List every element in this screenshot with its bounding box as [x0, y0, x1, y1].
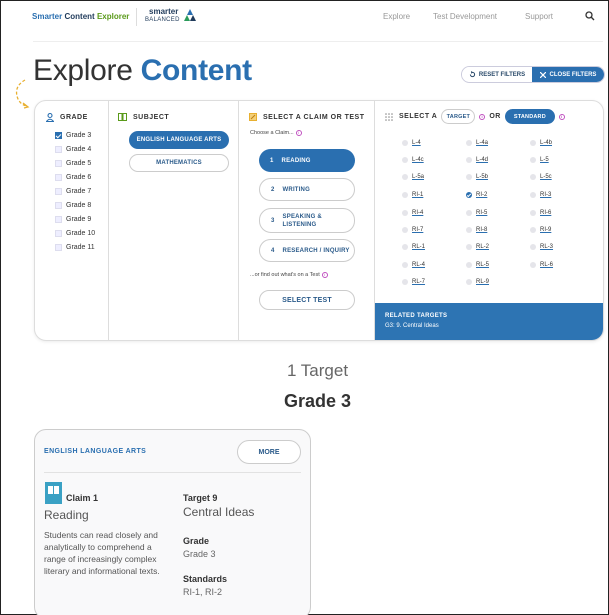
- select-test-button[interactable]: SELECT TEST: [259, 290, 355, 310]
- standard-radio[interactable]: RI-2: [466, 192, 487, 198]
- checkbox[interactable]: [55, 174, 62, 181]
- card-divider: [44, 472, 301, 473]
- standard-radio[interactable]: RL-1: [402, 244, 425, 250]
- standard-radio[interactable]: RI-7: [402, 227, 423, 233]
- grade-checkbox[interactable]: Grade 4: [55, 146, 91, 153]
- claim-writing-button[interactable]: 2 WRITING: [259, 178, 355, 201]
- checkbox[interactable]: [55, 244, 62, 251]
- checkbox[interactable]: [55, 202, 62, 209]
- more-button[interactable]: MORE: [237, 440, 301, 464]
- standard-radio[interactable]: RL-7: [402, 279, 425, 285]
- info-icon[interactable]: i: [479, 114, 485, 120]
- standard-radio[interactable]: RI-4: [402, 210, 423, 216]
- claim-description: Students can read closely and analytically to comprehend a range of increasingly complex literary and informational texts.: [44, 530, 160, 576]
- standard-radio[interactable]: RL-6: [530, 262, 553, 268]
- subject-math-button[interactable]: MATHEMATICS: [129, 154, 229, 172]
- grade-checkbox[interactable]: Grade 6: [55, 174, 91, 181]
- target-card: [34, 429, 311, 615]
- standard-radio[interactable]: RL-2: [466, 244, 489, 250]
- claim-speaking-listening-button[interactable]: 3 SPEAKING & LISTENING: [259, 208, 355, 233]
- claim-research-button[interactable]: 4 RESEARCH / INQUIRY: [259, 239, 355, 262]
- standard-radio[interactable]: L-4d: [466, 157, 488, 163]
- grade-checkbox[interactable]: Grade 5: [55, 160, 91, 167]
- subject-ela-button[interactable]: ENGLISH LANGUAGE ARTS: [129, 131, 229, 149]
- grade-checkbox[interactable]: Grade 3: [55, 132, 91, 139]
- target-value: Central Ideas: [183, 505, 255, 519]
- close-icon: [540, 72, 546, 78]
- search-icon[interactable]: [585, 11, 595, 21]
- grade-heading: GRADE: [46, 113, 88, 122]
- top-nav: [1, 1, 608, 35]
- result-count: 1 Target: [286, 361, 349, 380]
- claim-value: Reading: [44, 508, 89, 522]
- grade-checkbox[interactable]: Grade 11: [55, 244, 95, 251]
- standard-radio[interactable]: RI-8: [466, 227, 487, 233]
- claim-heading: SELECT A CLAIM OR TEST: [249, 113, 364, 121]
- standard-toggle-button[interactable]: STANDARD: [505, 109, 555, 124]
- reset-filters-button[interactable]: RESET FILTERS: [462, 67, 532, 82]
- standards-value: RI-1, RI-2: [183, 587, 223, 597]
- standard-radio[interactable]: L-5a: [402, 174, 424, 180]
- reset-icon: [469, 71, 476, 78]
- grade-checkbox[interactable]: Grade 8: [55, 202, 91, 209]
- standard-radio[interactable]: RI-5: [466, 210, 487, 216]
- standard-radio[interactable]: RL-5: [466, 262, 489, 268]
- standard-radio[interactable]: L-4a: [466, 140, 488, 146]
- info-icon[interactable]: i: [559, 114, 565, 120]
- related-target-link[interactable]: G3: 9. Central Ideas: [385, 323, 439, 329]
- grade-value: Grade 3: [183, 549, 216, 559]
- grade-checkbox[interactable]: Grade 7: [55, 188, 91, 195]
- brand-divider: [136, 8, 137, 26]
- standard-radio[interactable]: L-5b: [466, 174, 488, 180]
- related-targets: RELATED TARGETS G3: 9. Central Ideas: [375, 303, 604, 341]
- claim-reading-button[interactable]: 1 READING: [259, 149, 355, 172]
- standards-label: Standards: [183, 574, 228, 584]
- standard-radio[interactable]: RI-9: [530, 227, 551, 233]
- standard-radio[interactable]: RI-1: [402, 192, 423, 198]
- header-divider: [33, 41, 603, 42]
- page-title: Explore Content: [33, 54, 252, 87]
- checkbox[interactable]: [55, 188, 62, 195]
- curved-arrow-icon: [13, 79, 35, 109]
- grade-column: [35, 101, 109, 340]
- standard-radio[interactable]: L-5: [530, 157, 549, 163]
- test-prompt: ...or find out what's on a Test i: [250, 272, 328, 278]
- grade-heading: Grade 3: [283, 391, 352, 411]
- grade-checkbox[interactable]: Grade 10: [55, 230, 95, 237]
- target-label: Target 9: [183, 493, 218, 503]
- standard-radio[interactable]: RI-6: [530, 210, 551, 216]
- subject-column: [109, 101, 239, 340]
- standard-radio[interactable]: RI-3: [530, 192, 551, 198]
- grade-label: Grade: [183, 536, 210, 546]
- checkbox[interactable]: [55, 216, 62, 223]
- app-brand[interactable]: Smarter Content Explorer: [32, 12, 130, 21]
- card-subject: ENGLISH LANGUAGE ARTS: [44, 448, 147, 455]
- info-icon[interactable]: i: [296, 130, 302, 136]
- checkbox[interactable]: [55, 160, 62, 167]
- nav-support[interactable]: Support: [525, 12, 554, 21]
- claim-column: [239, 101, 375, 340]
- choose-claim-prompt: Choose a Claim... i: [250, 130, 302, 136]
- nav-test-development[interactable]: Test Development: [433, 12, 498, 21]
- filter-panel: [34, 100, 604, 341]
- checkbox[interactable]: [55, 132, 62, 139]
- subject-heading: SUBJECT: [118, 113, 169, 121]
- grade-checkbox[interactable]: Grade 9: [55, 216, 91, 223]
- smarter-balanced-logo[interactable]: smarter BALANCED: [145, 7, 180, 24]
- checkbox[interactable]: [55, 230, 62, 237]
- checkbox[interactable]: [55, 146, 62, 153]
- person-icon: [46, 113, 54, 122]
- standard-radio[interactable]: L-4b: [530, 140, 552, 146]
- book-open-icon: [118, 113, 127, 121]
- claim-label: Claim 1: [66, 493, 99, 503]
- standard-radio[interactable]: L-4: [402, 140, 421, 146]
- grid-dots-icon: [385, 113, 393, 121]
- standard-heading: SELECT A TARGET i OR STANDARD i: [385, 109, 565, 124]
- logo-mountain-icon: [183, 9, 197, 21]
- edit-note-icon: [249, 113, 257, 121]
- info-icon[interactable]: i: [322, 272, 328, 278]
- filter-controls: [461, 66, 605, 83]
- standard-radio[interactable]: RL-9: [466, 279, 489, 285]
- standard-radio[interactable]: RL-4: [402, 262, 425, 268]
- standard-radio[interactable]: L-4c: [402, 157, 424, 163]
- standard-radio[interactable]: L-5c: [530, 174, 552, 180]
- standard-radio[interactable]: RL-3: [530, 244, 553, 250]
- book-icon: [45, 482, 62, 504]
- close-filters-button[interactable]: CLOSE FILTERS: [532, 67, 604, 82]
- target-toggle-button[interactable]: TARGET: [441, 109, 475, 124]
- nav-explore[interactable]: Explore: [383, 12, 411, 21]
